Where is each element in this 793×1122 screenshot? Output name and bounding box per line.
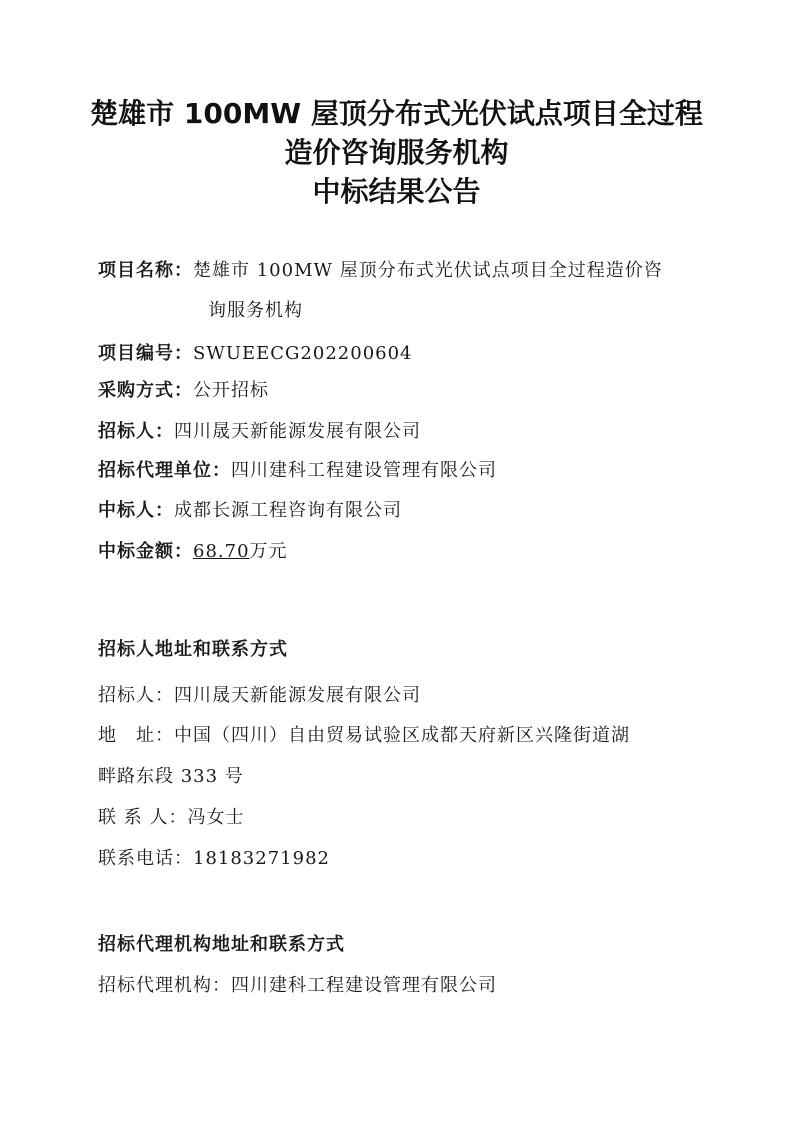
procurement-method-value: 公开招标	[193, 380, 269, 401]
procurement-method-row	[98, 378, 269, 404]
procurement-method-label: 采购方式：	[98, 380, 193, 401]
project-name-label: 项目名称：	[98, 260, 193, 281]
project-name-row	[98, 258, 663, 284]
project-number-label: 项目编号：	[98, 343, 193, 364]
project-number-row	[98, 341, 413, 367]
amount-row	[98, 539, 288, 565]
winner-label: 中标人：	[98, 500, 174, 521]
amount-number: 68.70	[193, 541, 250, 562]
tenderer-address-line-2: 畔路东段 333 号	[98, 766, 244, 787]
project-name-continuation: 询服务机构	[208, 300, 303, 321]
tenderer-contact-person: 联 系 人：冯女士	[98, 807, 245, 828]
tenderer-label: 招标人：	[98, 421, 174, 442]
agency-row	[98, 458, 497, 484]
amount-label: 中标金额：	[98, 541, 193, 562]
title-line-1: 楚雄市 100MW 屋顶分布式光伏试点项目全过程	[90, 97, 703, 130]
tenderer-phone: 联系电话：18183271982	[98, 848, 330, 869]
title-line-2: 造价咨询服务机构	[284, 136, 509, 169]
agency-contact-name: 招标代理机构：四川建科工程建设管理有限公司	[98, 975, 497, 996]
amount-unit: 万元	[249, 541, 288, 562]
agency-label: 招标代理单位：	[98, 460, 231, 481]
winner-value: 成都长源工程咨询有限公司	[174, 500, 402, 521]
agency-value: 四川建科工程建设管理有限公司	[231, 460, 497, 481]
agency-contact-heading: 招标代理机构地址和联系方式	[98, 934, 345, 955]
project-name-value: 楚雄市 100MW 屋顶分布式光伏试点项目全过程造价咨	[193, 260, 663, 281]
tenderer-value: 四川晟天新能源发展有限公司	[174, 421, 421, 442]
title-line-3: 中标结果公告	[312, 175, 481, 208]
tenderer-contact-heading: 招标人地址和联系方式	[98, 639, 288, 660]
tenderer-address-line-1: 地 址：中国（四川）自由贸易试验区成都天府新区兴隆街道湖	[98, 725, 630, 746]
tenderer-contact-name: 招标人：四川晟天新能源发展有限公司	[98, 685, 421, 706]
winner-row	[98, 498, 402, 524]
project-number-value: SWUEECG202200604	[193, 343, 413, 364]
tenderer-row	[98, 419, 421, 445]
